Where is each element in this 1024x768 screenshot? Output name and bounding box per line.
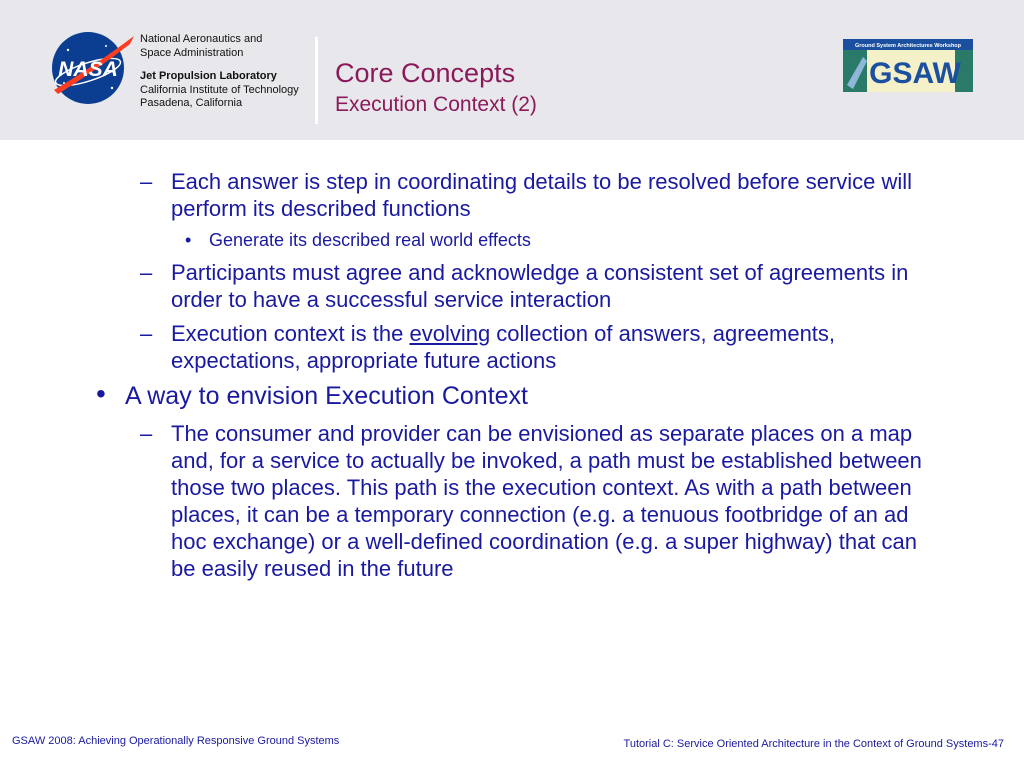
header-divider	[315, 37, 318, 124]
jpl-label: Jet Propulsion Laboratory	[140, 70, 277, 82]
svg-text:Ground System Architectures Wo: Ground System Architectures Workshop	[854, 43, 962, 49]
svg-text:GSAW: GSAW	[869, 57, 961, 90]
location-label: Pasadena, California	[140, 97, 243, 109]
footer-left: GSAW 2008: Achieving Operationally Responsive Ground Systems	[12, 735, 340, 747]
list-item-text: Execution context is the evolving collection of answers, agreements, expectations, appropriate future actions	[171, 321, 836, 373]
svg-text:NASA: NASA	[58, 58, 118, 81]
organization-block	[140, 33, 299, 111]
footer-right: Tutorial C: Service Oriented Architecture in the Context of Ground Systems-47	[623, 738, 1004, 750]
evolving-emphasis: evolving	[409, 321, 491, 346]
org-line-2: Space Administration	[140, 46, 244, 59]
org-line-1: National Aeronautics and	[140, 33, 263, 45]
slide-header	[0, 0, 1024, 140]
gsaw-logo-icon	[843, 39, 973, 92]
slide-subtitle: Execution Context (2)	[335, 93, 537, 116]
caltech-label: California Institute of Technology	[140, 83, 299, 96]
nasa-logo-icon	[46, 28, 138, 106]
slide-title: Core Concepts	[335, 58, 516, 88]
